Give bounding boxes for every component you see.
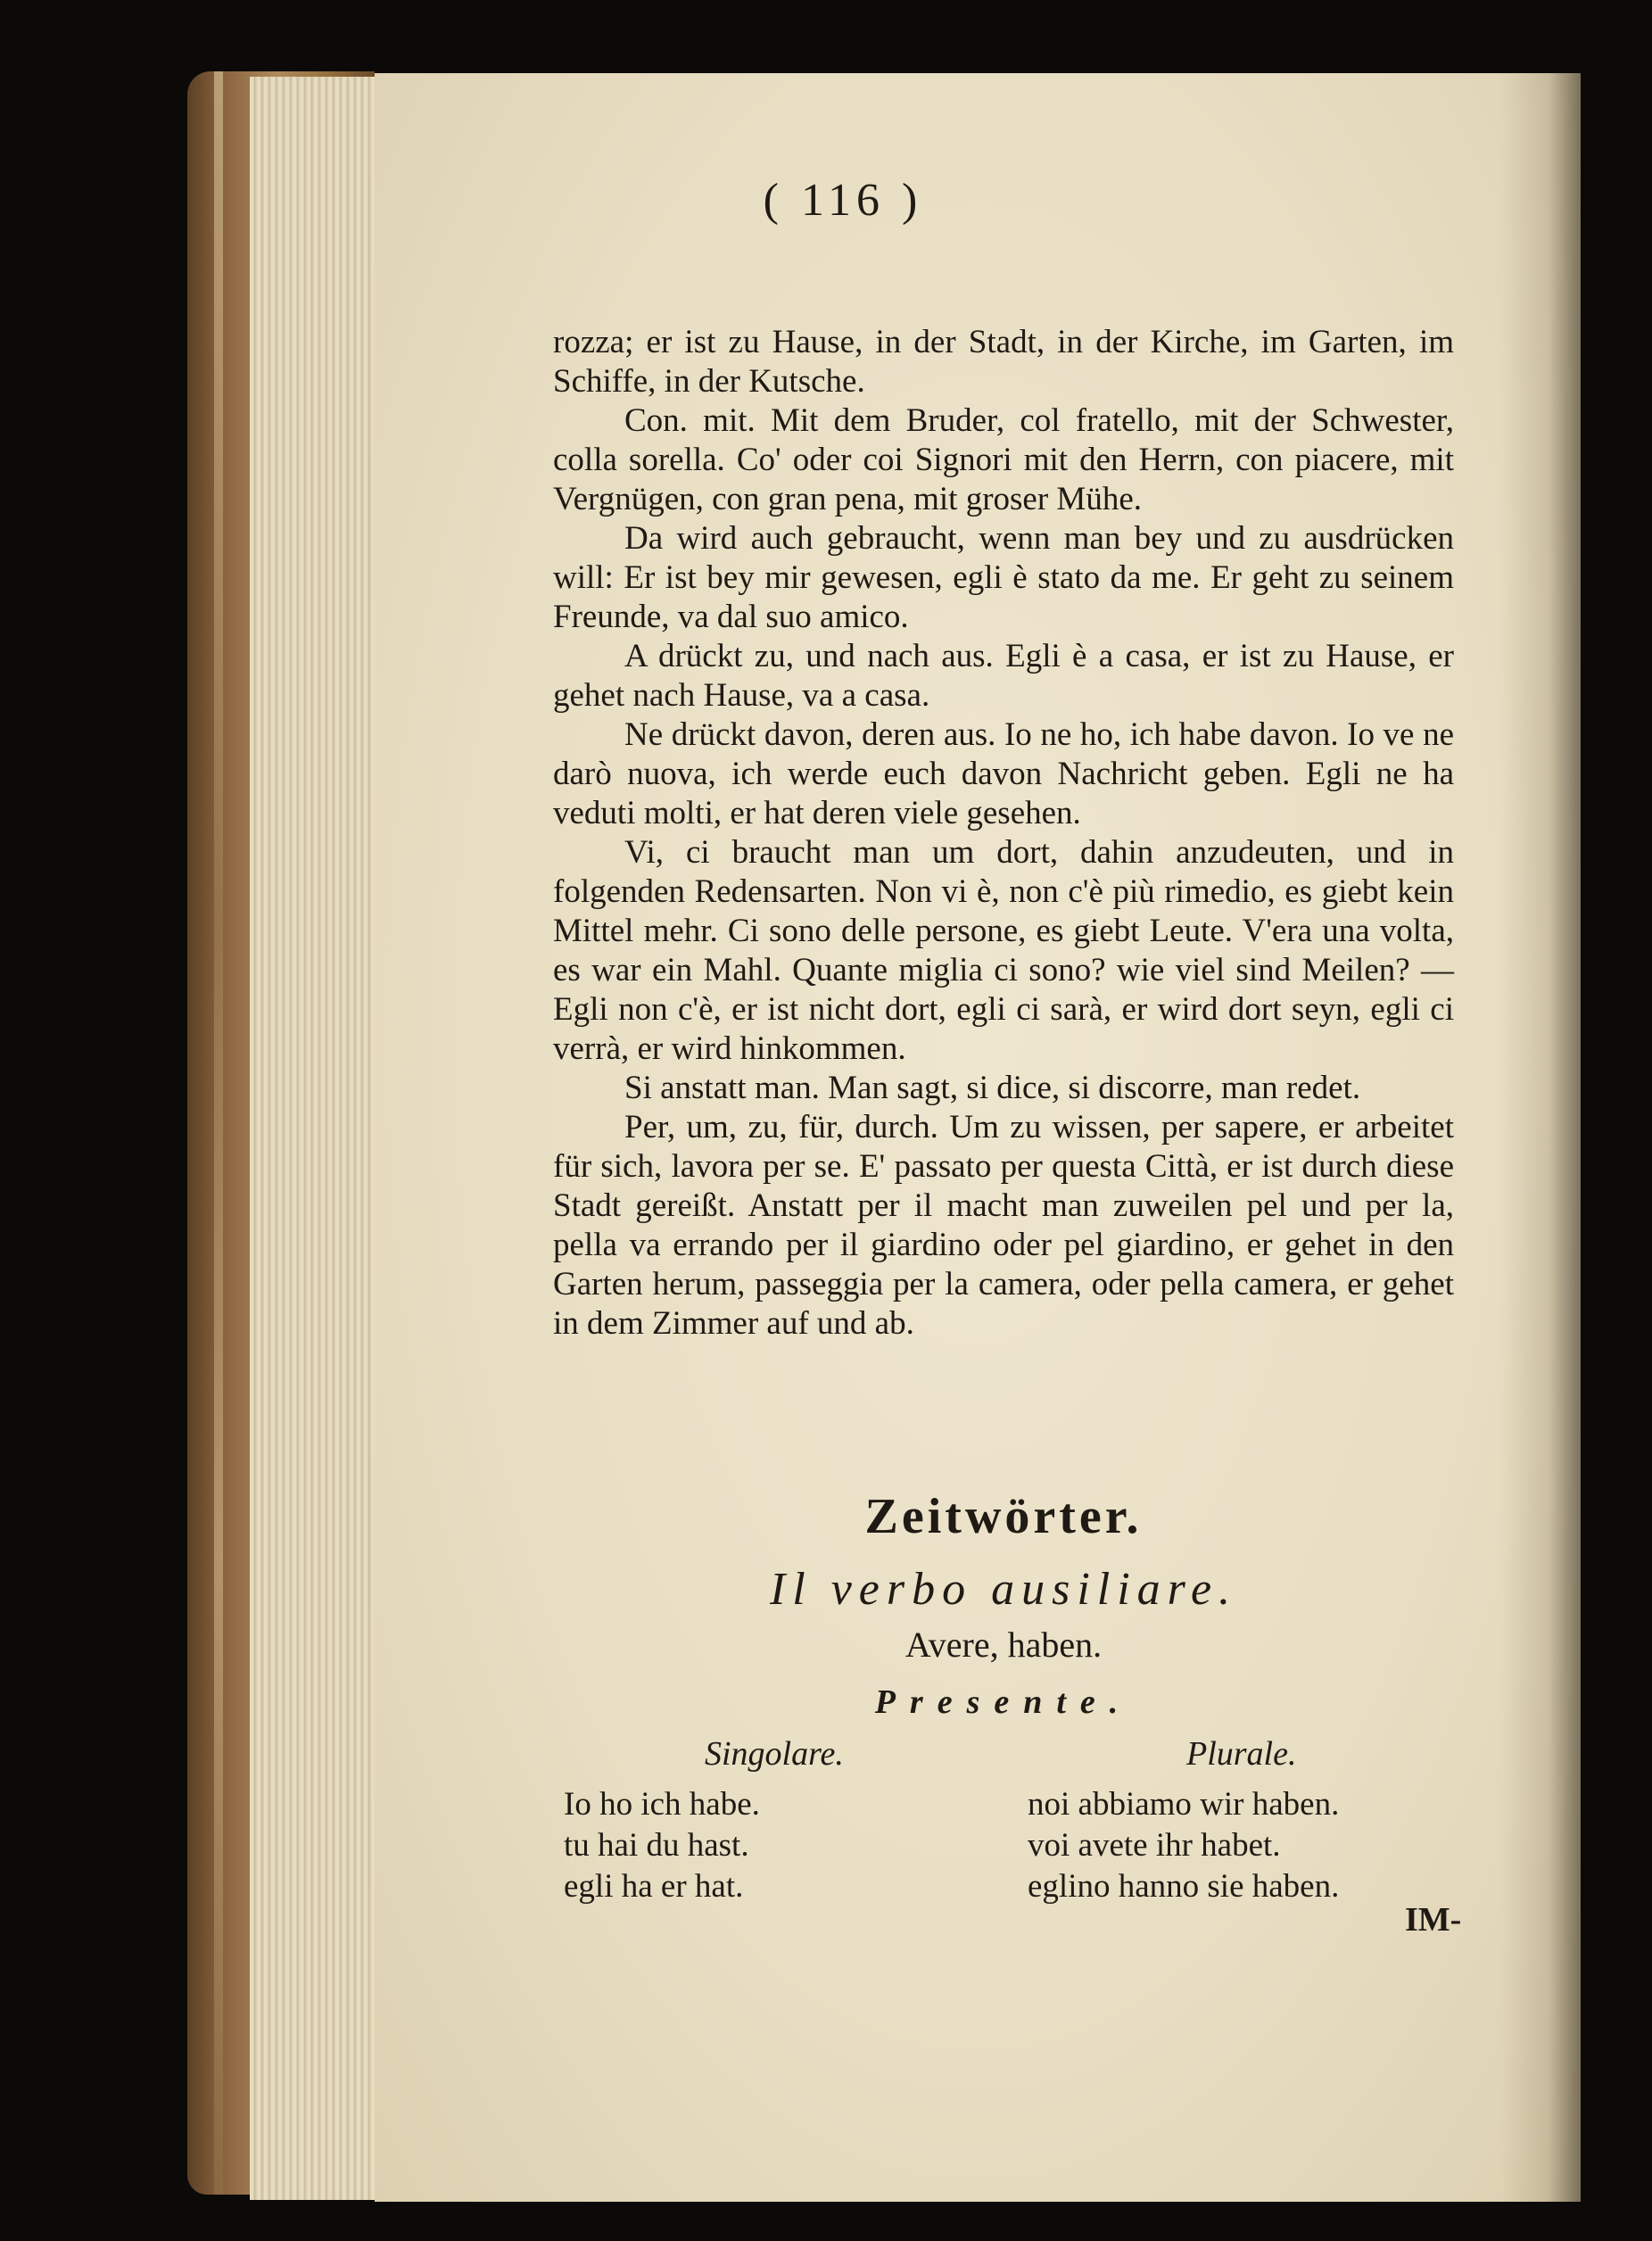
tense-heading: Presente. xyxy=(874,1683,1133,1721)
section-title: Zeitwörter. xyxy=(864,1489,1143,1544)
cover-binding-strip xyxy=(214,71,223,2195)
conjugation-row: eglino hanno sie haben. xyxy=(1028,1868,1340,1905)
paragraph: Con. mit. Mit dem Bruder, col fratello, mit der Schwester, colla sorella. Co' oder coi Signori mit den Herrn, con piacere, mit Vergnügen, con gran pena, mit groser Mühe. xyxy=(553,402,1454,517)
singular-label: Singolare. xyxy=(705,1735,844,1773)
page-edges xyxy=(250,77,384,2200)
conjugation-row: voi avete ihr habet. xyxy=(1028,1827,1281,1864)
plural-label: Plurale. xyxy=(1186,1735,1297,1773)
page-number: ( 116 ) xyxy=(763,175,923,226)
conjugation-row: Io ho ich habe. xyxy=(564,1786,760,1823)
conjugation-row: noi abbiamo wir haben. xyxy=(1028,1786,1340,1823)
paragraph: Ne drückt davon, deren aus. Io ne ho, ich habe davon. Io ve ne darò nuova, ich werde euch davon Nachricht geben. Egli ne ha veduti molti, er hat deren viele gesehen. xyxy=(553,716,1454,831)
paragraph: Da wird auch gebraucht, wenn man bey und zu ausdrücken will: Er ist bey mir gewesen, egli è stato da me. Er geht zu seinem Freunde, va dal suo amico. xyxy=(553,520,1454,635)
paragraph: rozza; er ist zu Hause, in der Stadt, in der Kirche, im Garten, im Schiffe, in der Kutsche. xyxy=(553,324,1454,400)
paragraph: Vi, ci braucht man um dort, dahin anzudeuten, und in folgenden Redensarten. Non vi è, non c'è più rimedio, es giebt kein Mittel mehr. Ci sono delle persone, es giebt Leute. V'era una volta, es war ein Mahl. Quante miglia ci sono? wie viel sind Meilen? — Egli non c'è, er ist nicht dort, egli ci sarà, er wird dort seyn, egli ci verrà, er wird hinkommen. xyxy=(553,834,1454,1067)
paragraph: Si anstatt man. Man sagt, si dice, si discorre, man redet. xyxy=(624,1070,1361,1106)
page-body xyxy=(553,323,1454,1344)
paragraph: A drückt zu, und nach aus. Egli è a casa, er ist zu Hause, er gehet nach Hause, va a casa. xyxy=(553,638,1454,714)
plural-conjugation xyxy=(1028,1784,1339,1907)
conjugation-row: egli ha er hat. xyxy=(564,1868,744,1905)
page-gutter-shadow xyxy=(1500,73,1581,2202)
paragraph: Per, um, zu, für, durch. Um zu wissen, per sapere, er arbeitet für sich, lavora per se. E' passato per questa Città, er ist durch diese Stadt gereißt. Anstatt per il macht man zuweilen pel und per la, pella va errando per il giardino oder pel giardino, er gehet in den Garten herum, passeggia per la camera, oder pella camera, er gehet in dem Zimmer auf und ab. xyxy=(553,1109,1454,1342)
catchword: IM- xyxy=(1405,1901,1462,1939)
singular-conjugation xyxy=(564,1784,760,1907)
section-subtitle: Il verbo ausiliare. xyxy=(769,1564,1238,1615)
conjugation-row: tu hai du hast. xyxy=(564,1827,749,1864)
verb-name: Avere, haben. xyxy=(904,1625,1103,1665)
